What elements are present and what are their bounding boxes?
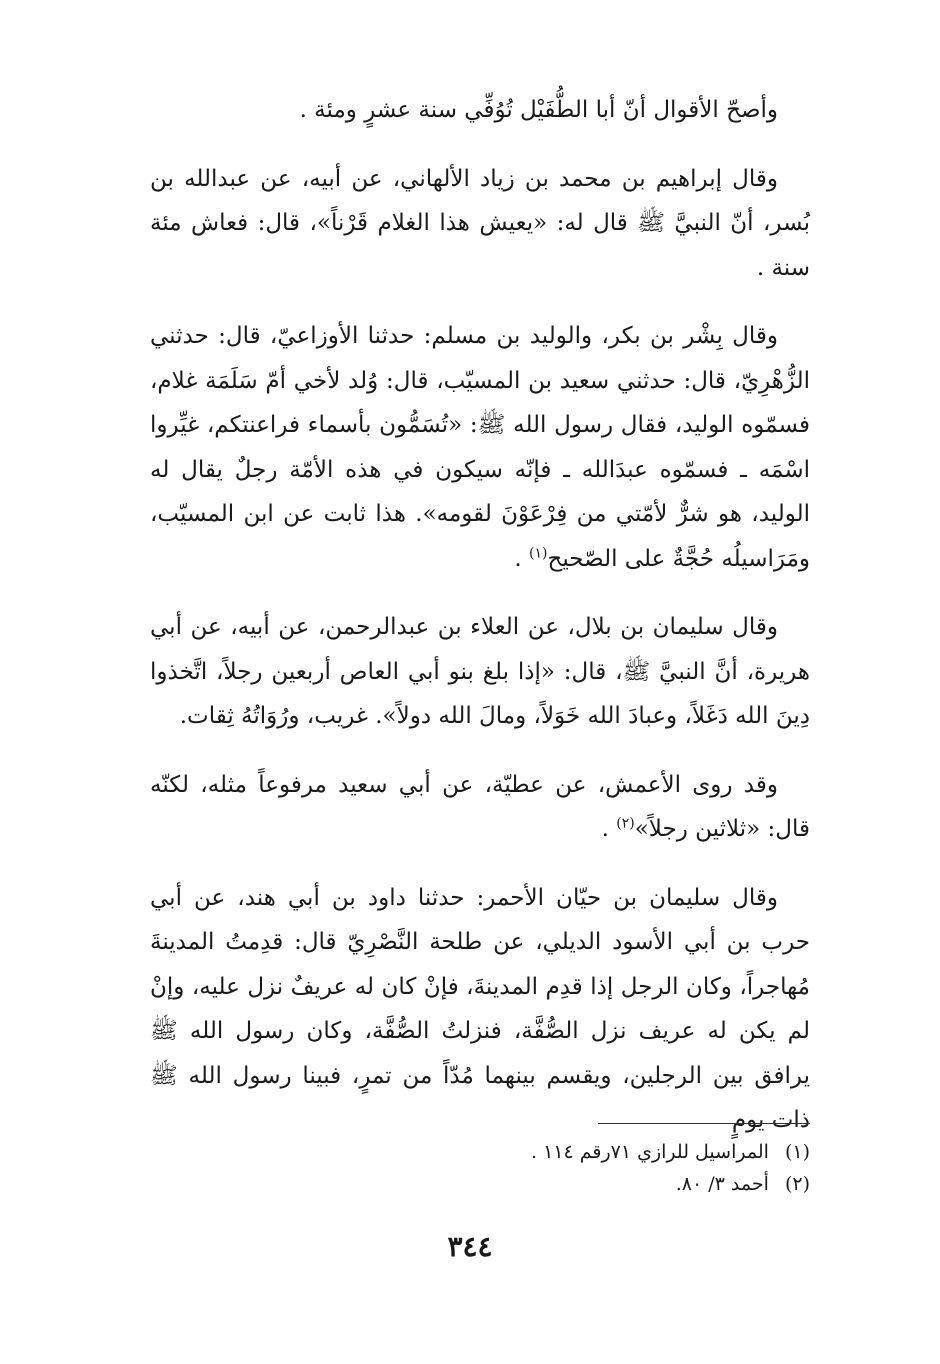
paragraph: وقد روى الأعمش، عن عطيّة، عن أبي سعيد مرفوعاً مثله، لكنّه قال: «ثلاثين رجلاً»$^{(٢)}$ . xyxy=(150,771,810,842)
footnote-text: المراسيل للرازي ٧١رقم ١١٤ . xyxy=(530,1141,769,1163)
footnote-item xyxy=(330,1136,810,1168)
paragraph: وقال بِشْر بن بكر، والوليد بن مسلم: حدثنا الأوزاعيّ، قال: حدثني الزُّهْرِيّ، قال: حدثني سعيد بن المسيّب، قال: وُلد لأخي أمّ سَلَمَة غلام، فسمّوه الوليد، فقال رسول الله ﷺ: «تُسَمُّون بأسماء فراعنتكم، غيِّروا اسْمَه ـ فسمّوه عبدَالله ـ فإنّه سيكون في هذه الأمّة رجلٌ يقال له الوليد، هو شرٌّ لأمّتي من فِرْعَوْنَ لقومه». هذا ثابت عن ابن المسيّب، ومَرَاسيلُه حُجَّةٌ على الصّحيح$^{(١)}$ . xyxy=(150,323,810,572)
paragraph: وقال إبراهيم بن محمد بن زياد الألهاني، عن أبيه، عن عبدالله بن بُسر، أنّ النبيَّ ﷺ قال له: «يعيش هذا الغلام قَرْناً»، قال: فعاش مئة سنة . xyxy=(150,165,810,281)
footnote-divider xyxy=(598,1123,810,1124)
footnote-text: أحمد ٣/ ٨٠. xyxy=(675,1173,769,1195)
footnote-ref: (١) xyxy=(529,544,548,561)
paragraph: وأصحّ الأقوال أنّ أبا الطُّفَيْل تُوُفِّي سنة عشرٍ ومئة . xyxy=(299,97,778,123)
footnote-ref: (٢) xyxy=(616,815,635,832)
footnote-number: (١) xyxy=(784,1141,810,1163)
footnote-item xyxy=(330,1168,810,1200)
body-text xyxy=(150,88,810,1167)
footnote-number: (٢) xyxy=(784,1173,810,1195)
page-number: ٣٤٤ xyxy=(447,1230,493,1263)
paragraph: وقال سليمان بن حيّان الأحمر: حدثنا داود بن أبي هند، عن أبي حرب بن أبي الأسود الديلي، عن طلحة النَّصْرِيّ قال: قدِمتُ المدينةَ مُهاجراً، وكان الرجل إذا قدِم المدينةَ، فإنْ كان له عريفٌ نزل عليه، وإنْ لم يكن له عريف نزل الصُّفَّة، فنزلتُ الصُّفَّة، وكان رسول الله ﷺ يرافق بين الرجلين، ويقسم بينهما مُدّاً من تمرٍ، فبينا رسول الله ﷺ ذات يومٍ xyxy=(150,884,810,1133)
paragraph: وقال سليمان بن بلال، عن العلاء بن عبدالرحمن، عن أبيه، عن أبي هريرة، أنَّ النبيَّ ﷺ، قال: «إذا بلغ بنو أبي العاص أربعين رجلاً، اتَّخذوا دِينَ الله دَغَلاً، وعبادَ الله خَوَلاً، ومالَ الله دولاً». غريب، ورُوَاتُهُ ثِقات. xyxy=(150,614,810,729)
footnotes xyxy=(330,1136,810,1200)
